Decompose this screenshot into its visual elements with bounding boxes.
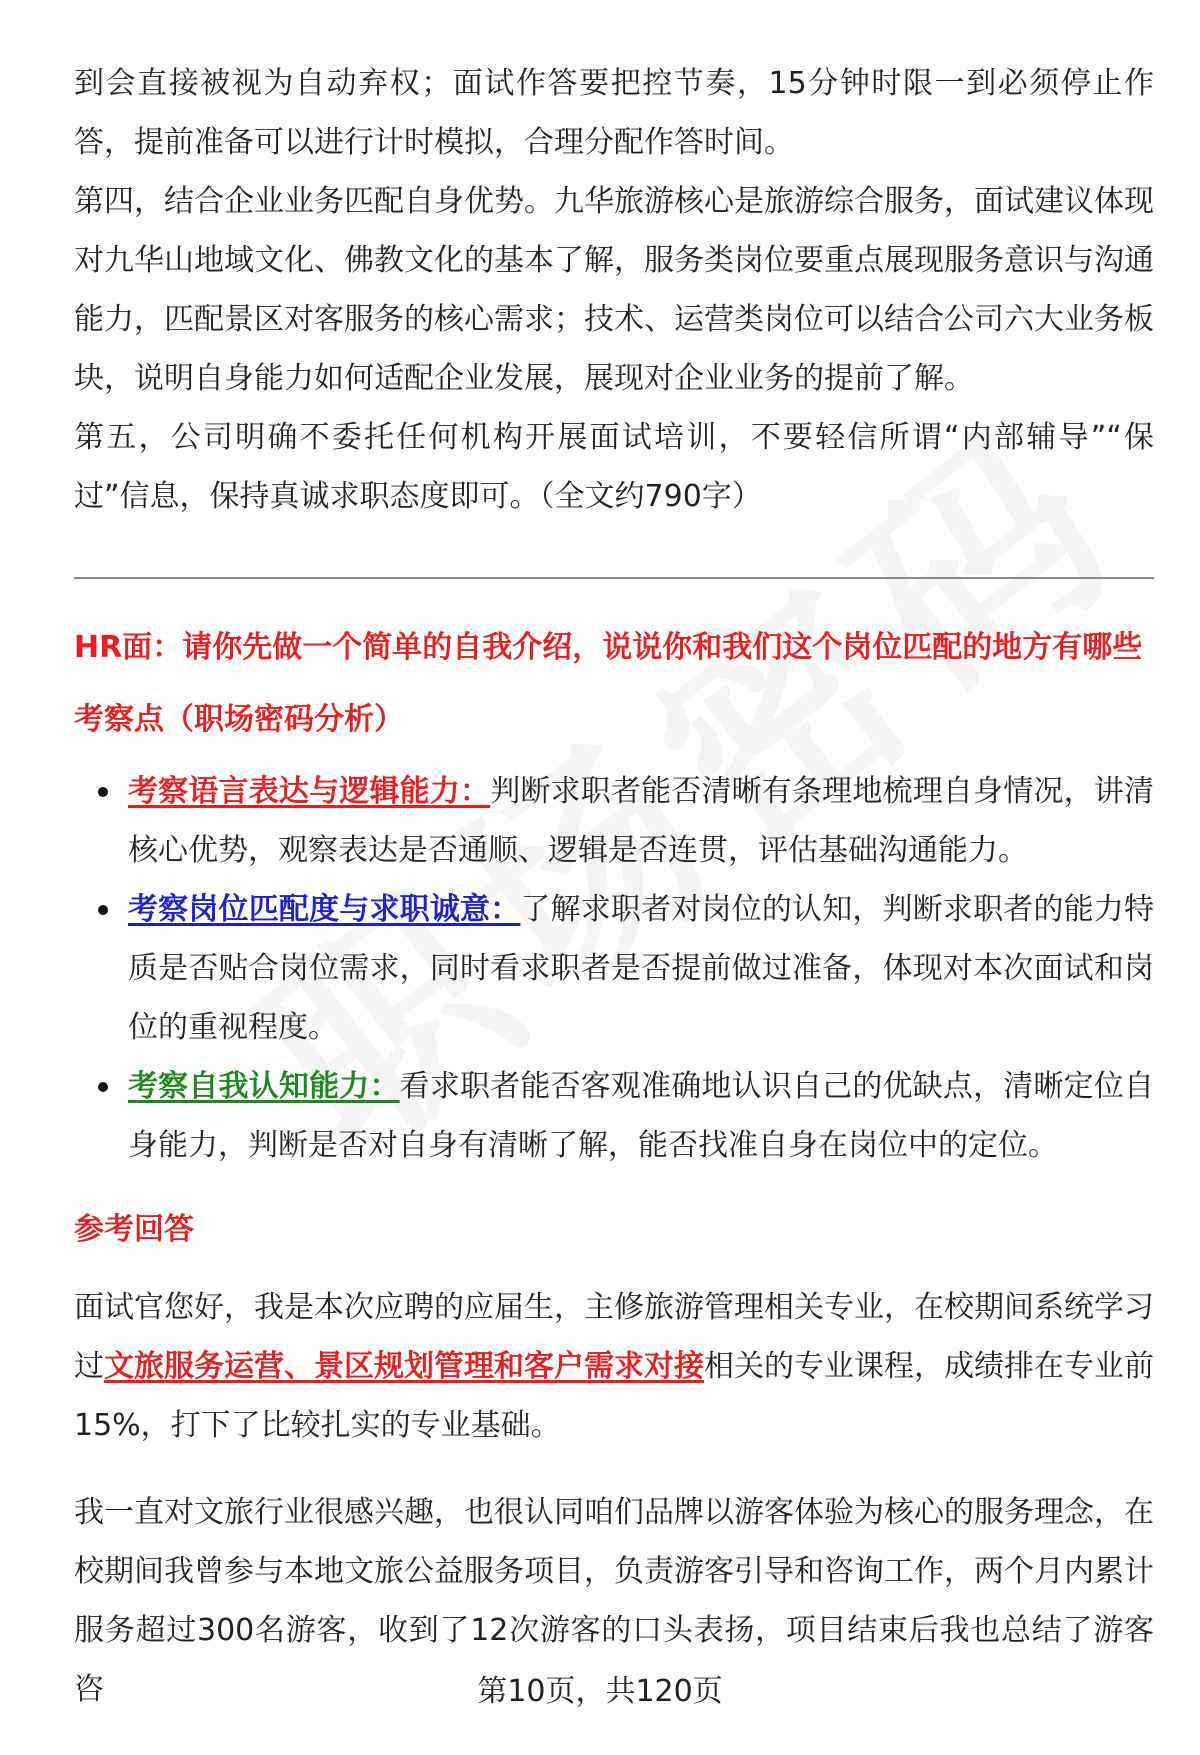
answer-text: 相关的专业课程，成绩排在专业前15%，打下了比较扎实的专业基础。 [74, 1349, 1154, 1443]
question-block [74, 612, 1154, 756]
point-label: 考察岗位匹配度与求职诚意： [128, 892, 521, 927]
bullet-icon [98, 787, 108, 797]
question-subtitle: 考察点（职场密码分析） [74, 702, 404, 737]
bullet-icon [98, 1082, 108, 1092]
point-label: 考察语言表达与逻辑能力： [128, 774, 491, 809]
reference-answer [74, 1278, 1154, 1719]
page-number: 第10页，共120页 [477, 1674, 723, 1709]
bullet-icon [98, 905, 108, 915]
point-label: 考察自我认知能力： [128, 1069, 400, 1104]
question-title: HR面：请你先做一个简单的自我介绍，说说你和我们这个岗位匹配的地方有哪些 [74, 630, 1143, 665]
answer-highlight: 文旅服务运营、景区规划管理和客户需求对接 [104, 1349, 704, 1384]
point-text: 了解求职者对岗位的认知，判断求职者的能力特质是否贴合岗位需求，同时看求职者是否提前做过准备，体现对本次面试和岗位的重视程度。 [128, 892, 1155, 1045]
intro-paragraph-3: 第五，公司明确不委托任何机构开展面试培训，不要轻信所谓“内部辅导”“保过”信息，保持真诚求职态度即可。（全文约790字） [74, 420, 1154, 514]
intro-paragraph-1: 到会直接被视为自动弃权；面试作答要把控节奏，15分钟时限一到必须停止作答，提前准备可以进行计时模拟，合理分配作答时间。 [74, 66, 1154, 160]
answer-text: 面试官您好，我是本次应聘的应届生，主修旅游管理相关专业，在校期间系统学习过 [74, 1290, 1154, 1384]
answer-paragraph-2: 我一直对文旅行业很感兴趣，也很认同咱们品牌以游客体验为核心的服务理念，在校期间我曾参与本地文旅公益服务项目，负责游客引导和咨询工作，两个月内累计服务超过300名游客，收到了12次游客的口头表扬，项目结束后我也总结了游客咨 [74, 1495, 1154, 1707]
point-text: 判断求职者能否清晰有条理地梳理自身情况，讲清核心优势，观察表达是否通顺、逻辑是否连贯，评估基础沟通能力。 [128, 774, 1155, 868]
intro-section [74, 54, 1154, 526]
answer-paragraph-1 [74, 1278, 1154, 1455]
section-divider [74, 577, 1154, 579]
reference-answer-title: 参考回答 [74, 1212, 194, 1247]
assessment-point-fit [74, 880, 1154, 1057]
intro-paragraph-2: 第四，结合企业业务匹配自身优势。九华旅游核心是旅游综合服务，面试建议体现对九华山地域文化、佛教文化的基本了解，服务类岗位要重点展现服务意识与沟通能力，匹配景区对客服务的核心需求；技术、运营类岗位可以结合公司六大业务板块，说明自身能力如何适配企业发展，展现对企业业务的提前了解。 [74, 184, 1154, 396]
assessment-points [74, 762, 1154, 1175]
assessment-point-self-awareness [74, 1057, 1154, 1175]
point-text: 看求职者能否客观准确地认识自己的优缺点，清晰定位自身能力，判断是否对自身有清晰了解，能否找准自身在岗位中的定位。 [128, 1069, 1155, 1163]
assessment-point-language [74, 762, 1154, 880]
